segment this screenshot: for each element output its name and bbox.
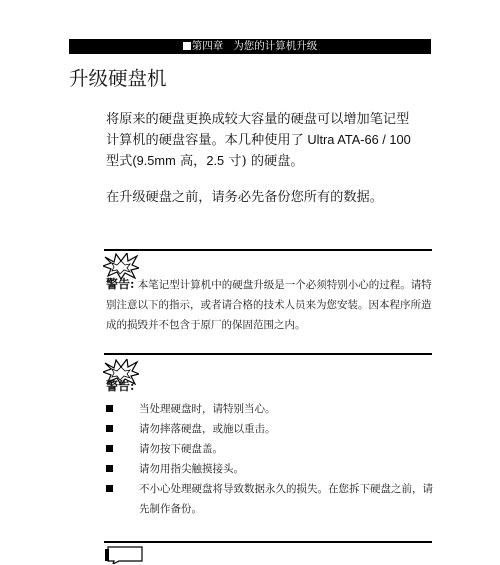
warning-block-1 [106, 274, 436, 335]
drive-model: Ultra ATA-66 / 100 [303, 131, 411, 147]
intro-line-3d: 的硬盘。 [246, 153, 304, 169]
warning-list [106, 399, 436, 519]
intro-line-3c: 寸) [228, 153, 247, 169]
list-item: 当处理硬盘时，请特别当心。 [106, 399, 436, 419]
intro-line-3a: 型式 [106, 153, 133, 169]
warning-label: 警告: [106, 277, 135, 291]
drive-height: (9.5mm [132, 152, 176, 168]
drive-form-factor: 2.5 [206, 152, 225, 168]
square-bullet-icon [106, 425, 113, 432]
square-bullet-icon [106, 445, 113, 452]
warning-label: 警告: [106, 379, 135, 393]
square-bullet-icon [183, 42, 191, 50]
list-item: 请勿用指尖触摸接头。 [106, 459, 436, 479]
chapter-header-bar [69, 39, 431, 54]
warning-text: 本笔记型计算机中的硬盘升级是一个必须特别小心的过程。请特别注意以下的指示，或者请合格的技术人员来为您安装。因本程序所造成的损毁并不包含于原厂的保固范围之内。 [106, 279, 432, 331]
intro-line-2: 计算机的硬盘容量。本几种使用了 [106, 132, 304, 148]
square-bullet-icon [106, 405, 113, 412]
divider-rule [104, 249, 432, 251]
square-bullet-icon [106, 465, 113, 472]
intro-line-1: 将原来的硬盘更换成较大容量的硬盘可以增加笔记型 [106, 112, 410, 127]
list-item: 不小心处理硬盘将导致数据永久的损失。在您拆下硬盘之前，请先制作备份。 [106, 479, 436, 519]
square-bullet-icon [106, 485, 113, 492]
list-item: 请勿摔落硬盘，或施以重击。 [106, 419, 436, 439]
backup-reminder: 在升级硬盘之前，请务必先备份您所有的数据。 [106, 190, 383, 205]
intro-paragraph [106, 110, 436, 171]
chapter-number: 第四章 [191, 40, 224, 52]
chapter-subtitle: 为您的计算机升级 [233, 40, 318, 52]
divider-rule [104, 541, 432, 543]
intro-line-3b: 高， [179, 153, 207, 169]
page-title: 升级硬盘机 [69, 67, 167, 90]
note-speech-icon [104, 544, 144, 564]
divider-rule [104, 353, 432, 355]
list-item: 请勿按下硬盘盖。 [106, 439, 436, 459]
